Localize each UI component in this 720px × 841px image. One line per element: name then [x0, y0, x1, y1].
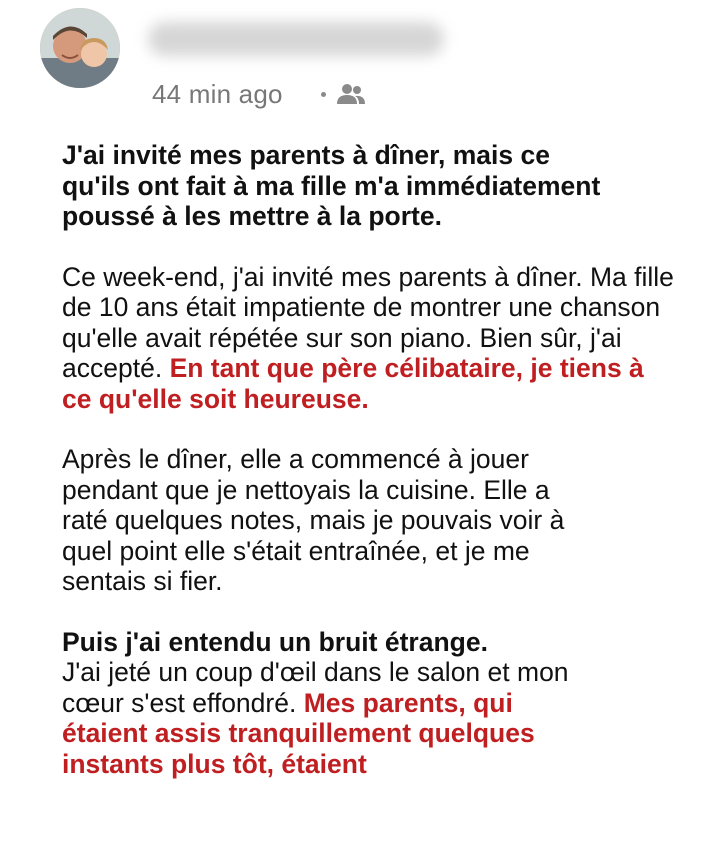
paragraph-3-highlight: Mes parents, qui étaient assis tranquillement quelques instants plus tôt, étaient: [62, 687, 535, 779]
paragraph-1: [62, 262, 674, 415]
paragraph-3: [62, 627, 582, 780]
meta-separator-dot: [321, 92, 326, 97]
post-body: [62, 140, 702, 779]
author-name-blurred[interactable]: [148, 22, 444, 56]
people-icon[interactable]: [336, 82, 366, 106]
post-meta: [152, 76, 366, 112]
paragraph-1-highlight: En tant que père célibataire, je tiens à ce qu'elle soit heureuse.: [62, 353, 644, 414]
paragraph-1-text: Ce week-end, j'ai invité mes parents à dîner. Ma fille de 10 ans était impatiente de montrer une chanson qu'elle avait répétée sur son piano. Bien sûr, j'ai accepté.: [62, 261, 674, 383]
paragraph-2-text: Après le dîner, elle a commencé à jouer pendant que je nettoyais la cuisine. Elle a raté quelques notes, mais je pouvais voir à quel point elle s'était entraînée, et je me sentais si fier.: [62, 444, 565, 596]
post-timestamp[interactable]: 44 min ago: [152, 78, 283, 109]
paragraph-3-text: J'ai jeté un coup d'œil dans le salon et mon cœur s'est effondré.: [62, 657, 569, 718]
paragraph-3-lead: Puis j'ai entendu un bruit étrange.: [62, 626, 488, 657]
paragraph-2: [62, 444, 602, 597]
post-header: [0, 0, 720, 120]
post-title: J'ai invité mes parents à dîner, mais ce qu'ils ont fait à ma fille m'a immédiatement poussé à les mettre à la porte.: [62, 140, 601, 231]
avatar[interactable]: [40, 8, 120, 88]
